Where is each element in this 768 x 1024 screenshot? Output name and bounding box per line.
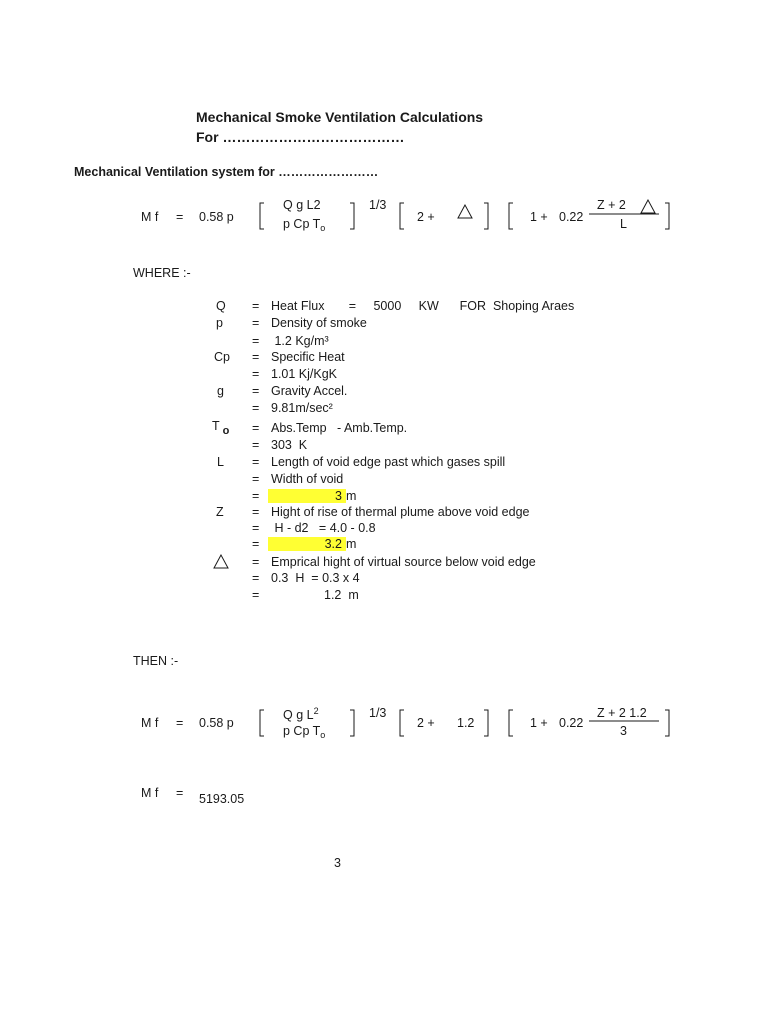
bracket-left — [509, 203, 513, 229]
formula2-numerator: Q g $L^2$ — [283, 706, 319, 722]
bracket-right — [350, 710, 354, 736]
where-label: WHERE :- — [133, 266, 191, 280]
formula-coefficient-2: 0.22 — [559, 210, 584, 224]
bracket-left — [400, 710, 404, 736]
bracket-right — [350, 203, 354, 229]
formula-numerator: Q g L2 — [283, 198, 321, 212]
def-equals: = — [252, 350, 260, 364]
then-label: THEN :- — [133, 654, 179, 668]
def-equals: = — [252, 316, 260, 330]
formula2-power: 1/3 — [369, 706, 387, 720]
def-equals: = — [252, 472, 260, 486]
def-equals: = — [252, 299, 260, 313]
delta-icon — [214, 555, 228, 568]
result-value: 5193.05 — [199, 792, 245, 806]
def-unit: m — [346, 537, 357, 551]
formula2-lhs: M f — [141, 716, 159, 730]
def-equals: = — [252, 489, 260, 503]
def-text: Width of void — [271, 472, 344, 486]
def-symbol: Z — [216, 505, 224, 519]
def-equals: = — [252, 537, 260, 551]
formula2-ratio-numerator: Z + 2 1.2 — [597, 706, 647, 720]
def-equals: = — [252, 455, 260, 469]
def-symbol: Q — [216, 299, 226, 313]
formula-equals: = — [176, 210, 184, 224]
page-number: 3 — [334, 856, 341, 870]
def-equals: = — [252, 505, 260, 519]
def-equals: = — [252, 401, 260, 415]
def-text: Hight of rise of thermal plume above void edge — [271, 505, 530, 519]
formula2-delta-value: 1.2 — [457, 716, 475, 730]
section-subtitle: Mechanical Ventilation system for …………………… — [74, 165, 379, 179]
def-equals: = — [252, 588, 260, 602]
formula2-coefficient-2: 0.22 — [559, 716, 584, 730]
bracket-right — [665, 710, 669, 736]
result-lhs: M f — [141, 786, 159, 800]
formula2-denominator: p Cp $T_o$ — [283, 724, 326, 740]
def-equals: = — [252, 367, 260, 381]
formula-power: 1/3 — [369, 198, 387, 212]
def-equals: = — [252, 384, 260, 398]
bracket-right — [484, 203, 488, 229]
def-text: Abs.Temp - Amb.Temp. — [271, 421, 408, 435]
def-text: Length of void edge past which gases spill — [271, 455, 506, 469]
def-text: 9.81m/sec² — [271, 401, 333, 415]
def-symbol: p — [216, 316, 223, 330]
def-text: Specific Heat — [271, 350, 345, 364]
def-symbol: L — [217, 455, 224, 469]
def-symbol: Cp — [214, 350, 230, 364]
bracket-right — [665, 203, 669, 229]
def-text: Heat Flux = 5000 KW FOR Shoping Araes — [271, 299, 575, 313]
def-symbol: g — [217, 384, 224, 398]
def-equals: = — [252, 521, 260, 535]
def-unit: m — [346, 489, 357, 503]
formula2-coefficient: 0.58 p — [199, 716, 234, 730]
def-equals: = — [252, 421, 260, 435]
bracket-left — [260, 710, 264, 736]
def-text: 1.01 Kj/KgK — [271, 367, 338, 381]
formula-denominator: p Cp $T_o$ — [283, 217, 326, 233]
def-text: Emprical hight of virtual source below void edge — [271, 555, 536, 569]
for-line: For ………………………………… — [196, 129, 405, 145]
formula2-equals: = — [176, 716, 184, 730]
def-text: Density of smoke — [271, 316, 367, 330]
formula-lhs: M f — [141, 210, 159, 224]
bracket-right — [484, 710, 488, 736]
bracket-left — [509, 710, 513, 736]
def-text: 1.2 Kg/m³ — [271, 334, 329, 348]
def-equals: = — [252, 555, 260, 569]
delta-icon — [641, 200, 655, 213]
def-text: 0.3 H = 0.3 x 4 — [271, 571, 360, 585]
document-title: Mechanical Smoke Ventilation Calculations — [196, 109, 484, 125]
def-text: Gravity Accel. — [271, 384, 348, 398]
def-text: 303 K — [271, 438, 308, 452]
def-symbol: T o — [212, 419, 230, 437]
formula2-one-plus: 1 + — [530, 716, 548, 730]
def-equals: = — [252, 334, 260, 348]
result-equals: = — [176, 786, 184, 800]
plume-height-value: 3.2 — [324, 537, 342, 551]
formula-ratio-numerator: Z + 2 — [597, 198, 626, 212]
def-equals: = — [252, 438, 260, 452]
formula-coefficient: 0.58 p — [199, 210, 234, 224]
def-equals: = — [252, 571, 260, 585]
formula2-two-plus: 2 + — [417, 716, 435, 730]
def-text: 1.2 m — [324, 588, 359, 602]
void-width-value: 3 — [335, 489, 342, 503]
formula-ratio-denominator: L — [620, 217, 627, 231]
def-text: H - d2 = 4.0 - 0.8 — [271, 521, 376, 535]
bracket-left — [260, 203, 264, 229]
formula-one-plus: 1 + — [530, 210, 548, 224]
formula-two-plus: 2 + — [417, 210, 435, 224]
delta-icon — [458, 205, 472, 218]
bracket-left — [400, 203, 404, 229]
formula2-ratio-denominator: 3 — [620, 724, 627, 738]
